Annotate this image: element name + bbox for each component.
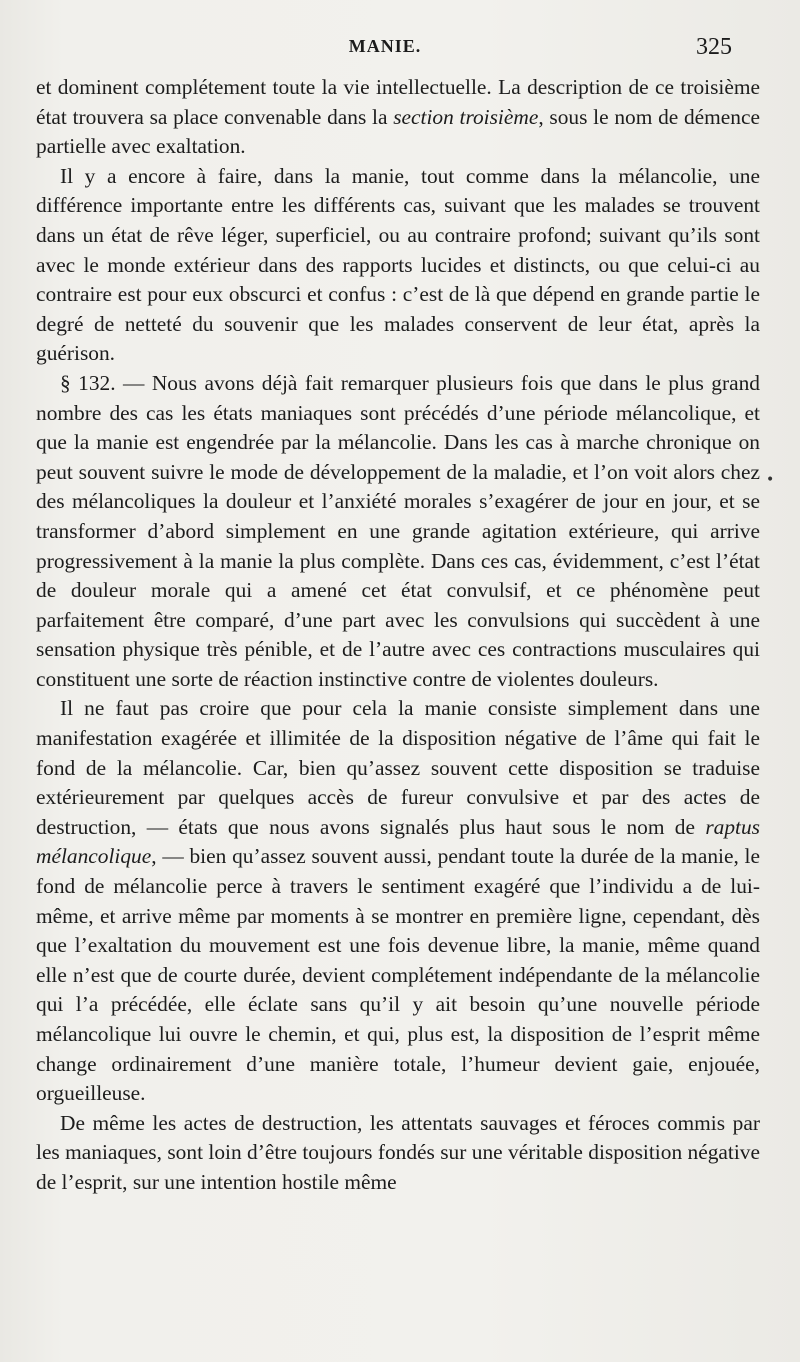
page-number: 325: [696, 34, 732, 60]
paragraph-3-section-132: § 132. — Nous avons déjà fait remarquer plusieurs fois que dans le plus grand nombre des cas les états maniaques sont précédés d’une période mélancolique, et que la manie est engendrée par la mélancolie. Dans les cas à marche chronique on peut souvent suivre le mode de développement de la maladie, et l’on voit alors chez des mélancoliques la douleur et l’anxiété morales s’exagérer de jour en jour, et se transformer d’abord simplement en une grande agitation extérieure, qui arrive progressivement à la manie la plus complète. Dans ces cas, évidemment, c’est l’état de douleur morale qui a amené cet état convulsif, et ce phénomène peut parfaitement être comparé, d’une part avec les convulsions qui succèdent à une sensation physique très pénible, et de l’autre avec ces contractions musculaires qui constituent une sorte de réaction instinctive contre de violentes douleurs.: [36, 370, 760, 691]
page-header: [36, 30, 734, 66]
running-title: MANIE.: [348, 36, 422, 56]
italic-term-section-troisieme: section troisième: [393, 104, 539, 129]
italic-term-raptus-melancolique: raptus mélancolique: [36, 814, 760, 869]
body-text: [36, 73, 760, 1198]
paragraph-4-text-a: Il ne faut pas croire que pour cela la manie consiste simplement dans une manifestation exagérée et illimitée de la disposition négative de l’âme qui fait le fond de la mélancolie. Car, bien qu’assez souvent cette disposition se traduise extérieurement par quelques accès de fureur convulsive et par des actes de destruction, — états que nous avons signalés plus haut sous le nom de: [36, 696, 760, 839]
paragraph-2: Il y a encore à faire, dans la manie, tout comme dans la mélancolie, une différence importante entre les différents cas, suivant que les malades se trouvent dans un état de rêve léger, superficiel, ou au contraire profond; suivant qu’ils sont avec le monde extérieur dans des rapports lucides et distincts, ou que celui-ci au contraire est pour eux obscurci et confus : c’est de là que dépend en grande partie le degré de netteté du souvenir que les malades conservent de leur état, après la guérison.: [36, 163, 760, 366]
paragraph-5: De même les actes de destruction, les attentats sauvages et féroces commis par les maniaques, sont loin d’être toujours fondés sur une véritable disposition négative de l’esprit, sur une intention hostile même: [36, 1110, 760, 1194]
paragraph-1-text-a: et dominent complétement toute la vie intellectuelle. La description de ce troisième état trouvera sa place convenable dans la: [36, 75, 760, 129]
paragraph-1-text-b: , sous le nom de démence partielle avec exaltation.: [36, 104, 760, 159]
paragraph-4: [36, 694, 760, 1108]
margin-dot-mark: •: [766, 472, 775, 488]
paragraph-1: [36, 73, 760, 162]
paragraph-4-text-b: , — bien qu’assez souvent aussi, pendant toute la durée de la manie, le fond de mélancolie perce à travers le sentiment exagéré que l’individu a de lui-même, et arrive même par moments à se montrer en première ligne, cependant, dès que l’exaltation du mouvement est une fois devenue libre, la manie, même quand elle n’est que de courte durée, devient complétement indépendante de la mélancolie qui l’a précédée, elle éclate sans qu’il y ait besoin qu’une nouvelle période mélancolique lui ouvre le chemin, et qui, plus est, la disposition de l’esprit même change ordinairement d’une manière totale, l’humeur devient gaie, enjouée, orgueilleuse.: [36, 844, 760, 1106]
